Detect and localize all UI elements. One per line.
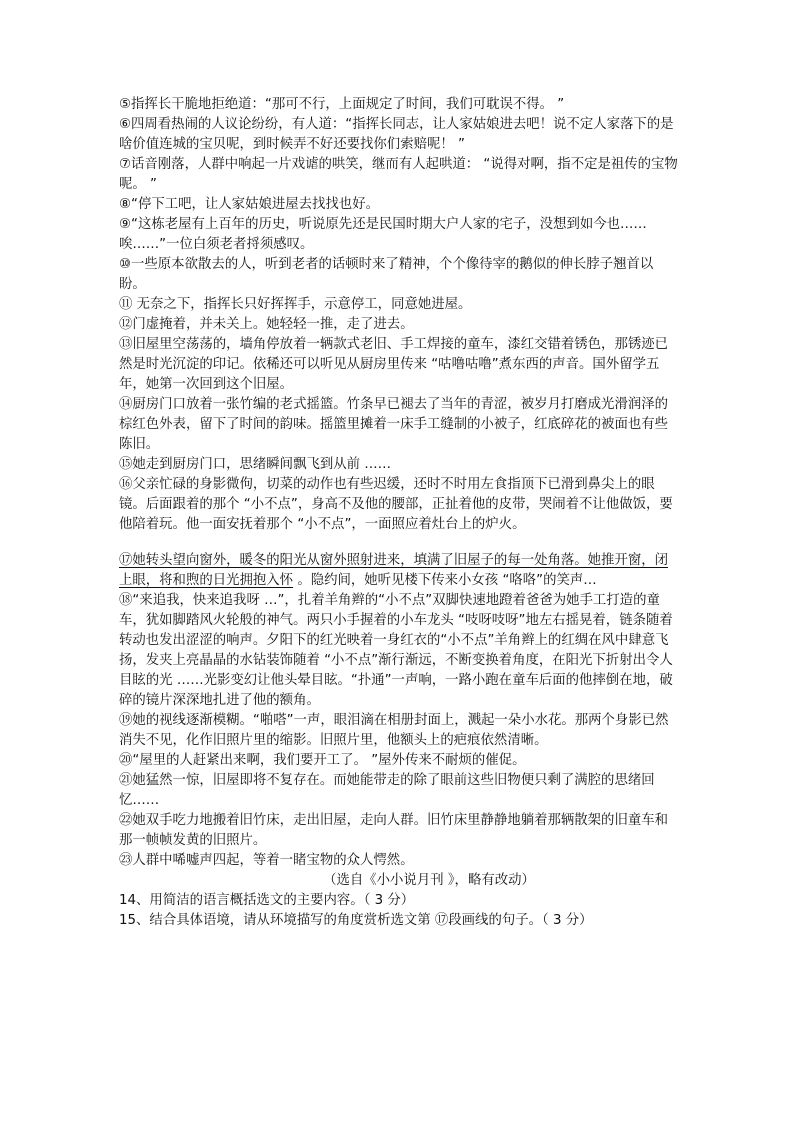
- source-citation: （选自《小小说月刊 》，略有改动）: [323, 873, 535, 888]
- paragraph-16: ⑯父亲忙碌的身影微佝，切菜的动作也有些迟缓，还时不时用左食指顶下已滑到鼻尖上的眼镜。后面跟着的那个 “小不点”，身高不及他的腰部，正扯着他的皮带，哭闹着不让他做饭，要他陪着玩。他一面安抚着那个 “小不点”，一面照应着灶台上的炉火。: [119, 477, 673, 532]
- paragraph-17-rest: 。隐约间，她听见楼下传来小女孩 “咯咯”的笑声…: [293, 573, 597, 588]
- paragraph-10: ⑩一些原本欲散去的人，听到老者的话顿时来了精神，个个像待宰的鹅似的伸长脖子翘首以盼。: [119, 257, 654, 292]
- question-14: 14、用简洁的语言概括选文的主要内容。（ 3 分）: [119, 893, 415, 908]
- paragraph-13: ⑬旧屋里空荡荡的，墙角停放着一辆款式老旧、手工焊接的童车，漆红交错着锈色，那锈迹已然是时光沉淀的印记。依稀还可以听见从厨房里传来 “咕噜咕噜”煮东西的声音。国外留学五年，她第一次回到这个旧屋。: [119, 337, 669, 392]
- paragraph-5: ⑤指挥长干脆地拒绝道：“那可不行，上面规定了时间，我们可耽误不得。 ”: [119, 97, 565, 112]
- paragraph-21: ㉑她猛然一惊，旧屋即将不复存在。而她能带走的除了眼前这些旧物便只剩了满腔的思绪回忆……: [119, 773, 655, 808]
- paragraph-17: [119, 551, 679, 591]
- paragraph-15: ⑮她走到厨房门口，思绪瞬间飘飞到从前 ……: [119, 457, 392, 472]
- paragraph-11: ⑪ 无奈之下，指挥长只好挥挥手，示意停工，同意她进屋。: [119, 297, 472, 312]
- paragraph-8: ⑧“停下工吧，让人家姑娘进屋去找找也好。: [119, 197, 379, 212]
- paragraph-19: ⑲她的视线逐渐模糊。“啪嗒”一声，眼泪滴在相册封面上，溅起一朵小水花。那两个身影已然消失不见，化作旧照片里的缩影。旧照片里，他额头上的疤痕依然清晰。: [119, 713, 669, 748]
- paragraph-14: ⑭厨房门口放着一张竹编的老式摇篮。竹条早已褪去了当年的青涩，被岁月打磨成光滑润泽的棕红色外表，留下了时间的韵味。摇篮里摊着一床手工缝制的小被子，红底碎花的被面也有些陈旧。: [119, 397, 669, 452]
- paragraph-12: ⑫门虚掩着，并未关上。她轻轻一推，走了进去。: [119, 317, 414, 332]
- paragraph-9: ⑨“这栋老屋有上百年的历史，听说原先还是民国时期大户人家的宅子，没想到如今也……唉……”一位白须老者捋须感叹。: [119, 217, 647, 252]
- paragraph-20: ⑳“屋里的人赶紧出来啊，我们要开工了。 ”屋外传来不耐烦的催促。: [119, 753, 526, 768]
- spacer: [119, 535, 679, 551]
- question-15: 15、结合具体语境，请从环境描写的角度赏析选文第 ⑰段画线的句子。（ 3 分）: [119, 913, 593, 928]
- paragraph-22: ㉒她双手吃力地搬着旧竹床，走出旧屋，走向人群。旧竹床里静静地躺着那辆散架的旧童车和那一帧帧发黄的旧照片。: [119, 813, 669, 848]
- paragraph-6: ⑥四周看热闹的人议论纷纷，有人道：“指挥长同志，让人家姑娘进去吧！说不定人家落下的是啥价值连城的宝贝呢，到时候弄不好还要找你们索赔呢！ ”: [119, 117, 674, 152]
- paragraph-18: ⑱“来追我，快来追我呀 …”，扎着羊角辫的“小不点”双脚快速地蹬着爸爸为她手工打造的童车，犹如脚踏风火轮般的神气。两只小手握着的小车龙头 “吱呀吱呀”地左右摇晃着，链条随着转动也发出涩涩的响声。夕阳下的红光映着一身红衣的“小不点”羊角辫上的红绸在风中肆意飞扬，发夹上亮晶晶的水钻装饰随着 “小不点”渐行渐远，不断变换着角度，在阳光下折射出令人目眩的光 ……光影变幻让他头晕目眩。“扑通”一声响，一路小跑在童车后面的他摔倒在地，破碎的镜片深深地扎进了他的额角。: [119, 593, 673, 708]
- paragraph-23: ㉓人群中唏嘘声四起，等着一睹宝物的众人愕然。: [119, 853, 414, 868]
- paragraph-7: ⑦话音刚落，人群中响起一片戏谑的哄笑，继而有人起哄道： “说得对啊，指不定是祖传的宝物呢。 ”: [119, 157, 678, 192]
- article-body: [119, 95, 679, 931]
- underlined-sentence: ⑰她转头望向窗外，暖冬的阳光从窗外照射进来，填满了旧屋子的每一处角落。她推开窗，闭上眼，将和煦的日光拥抱入怀: [119, 553, 669, 588]
